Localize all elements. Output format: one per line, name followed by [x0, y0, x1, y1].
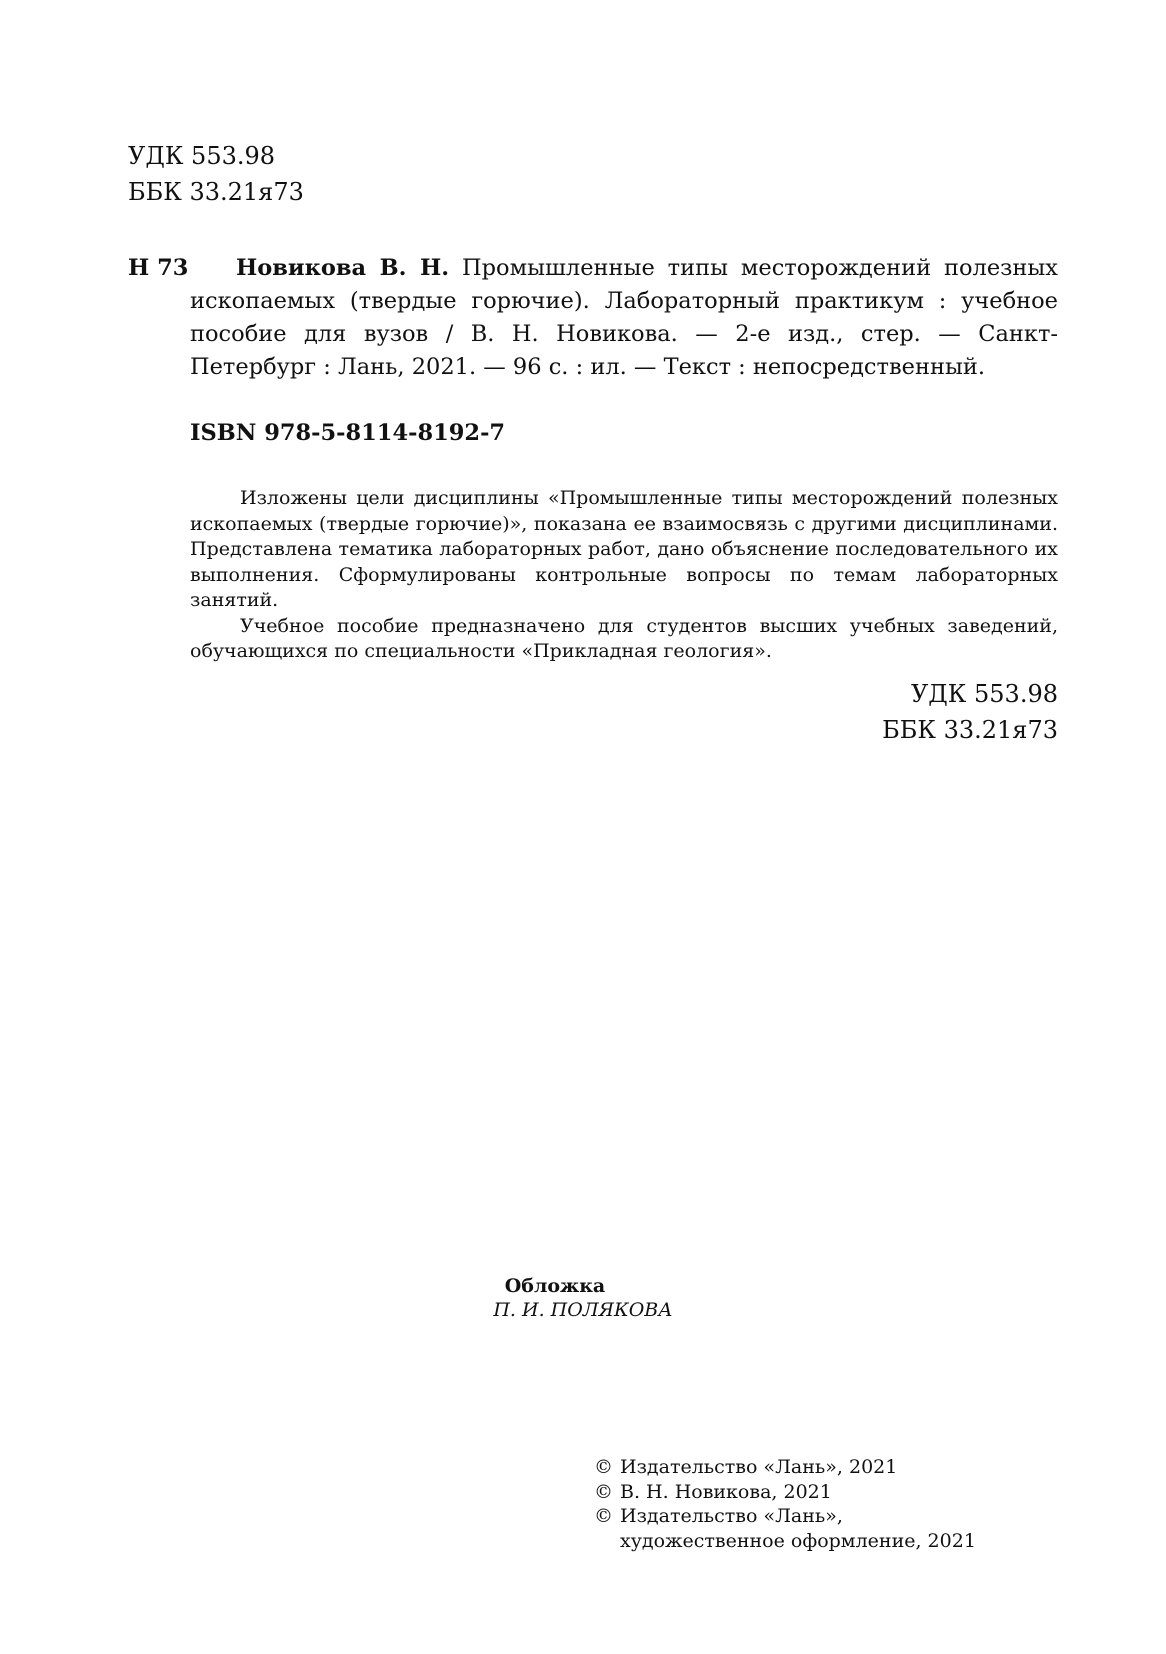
bbk-code: ББК 33.21я73	[128, 178, 304, 206]
copyright-holder: Издательство «Лань», 2021	[620, 1456, 898, 1478]
annotation-paragraph: Учебное пособие предназначено для студентов высших учебных заведений, обучающихся по специальности «Прикладная геология».	[190, 614, 1058, 662]
bbk-code: ББК 33.21я73	[882, 716, 1058, 744]
author-name: Новикова В. Н.	[236, 255, 450, 281]
copyright-holder: Издательство «Лань»,	[620, 1505, 843, 1527]
copyright-line	[594, 1504, 976, 1529]
cover-credit	[0, 1274, 1166, 1322]
copyright-line	[594, 1480, 976, 1505]
copyright-icon: ©	[594, 1456, 613, 1478]
isbn: ISBN 978-5-8114-8192-7	[190, 420, 506, 446]
classification-codes-top	[128, 138, 304, 210]
annotation	[190, 486, 1058, 665]
udk-code: УДК 553.98	[128, 142, 276, 170]
cover-designer: П. И. ПОЛЯКОВА	[493, 1299, 673, 1321]
udk-code: УДК 553.98	[910, 680, 1058, 708]
copyright-line	[594, 1455, 976, 1480]
copyright-continuation: художественное оформление, 2021	[620, 1529, 976, 1552]
annotation-paragraph: Изложены цели дисциплины «Промышленные типы месторождений полезных ископаемых (твердые горючие)», показана ее взаимосвязь с другими дисциплинами. Представлена тематика лабораторных работ, дано объяснение последовательного их выполнения. Сформулированы контрольные вопросы по темам лабораторных занятий.	[190, 487, 1058, 611]
classification-codes-right	[882, 676, 1058, 748]
author-mark: Н 73	[128, 255, 189, 281]
bibliographic-description	[190, 252, 1058, 384]
copyright-holder: В. Н. Новикова, 2021	[620, 1480, 832, 1503]
description-text: Промышленные типы месторождений полезных ископаемых (твердые горючие). Лабораторный практикум : учебное пособие для вузов / В. Н. Новикова. — 2-е изд., стер. — Санкт-Петербург : Лань, 2021. — 96 с. : ил. — Текст : непосредственный.	[190, 255, 1058, 380]
copyright-block	[594, 1455, 976, 1553]
copyright-icon: ©	[594, 1505, 613, 1527]
copyright-icon: ©	[594, 1480, 613, 1503]
bibliographic-entry	[128, 252, 1058, 384]
cover-label: Обложка	[504, 1275, 606, 1297]
